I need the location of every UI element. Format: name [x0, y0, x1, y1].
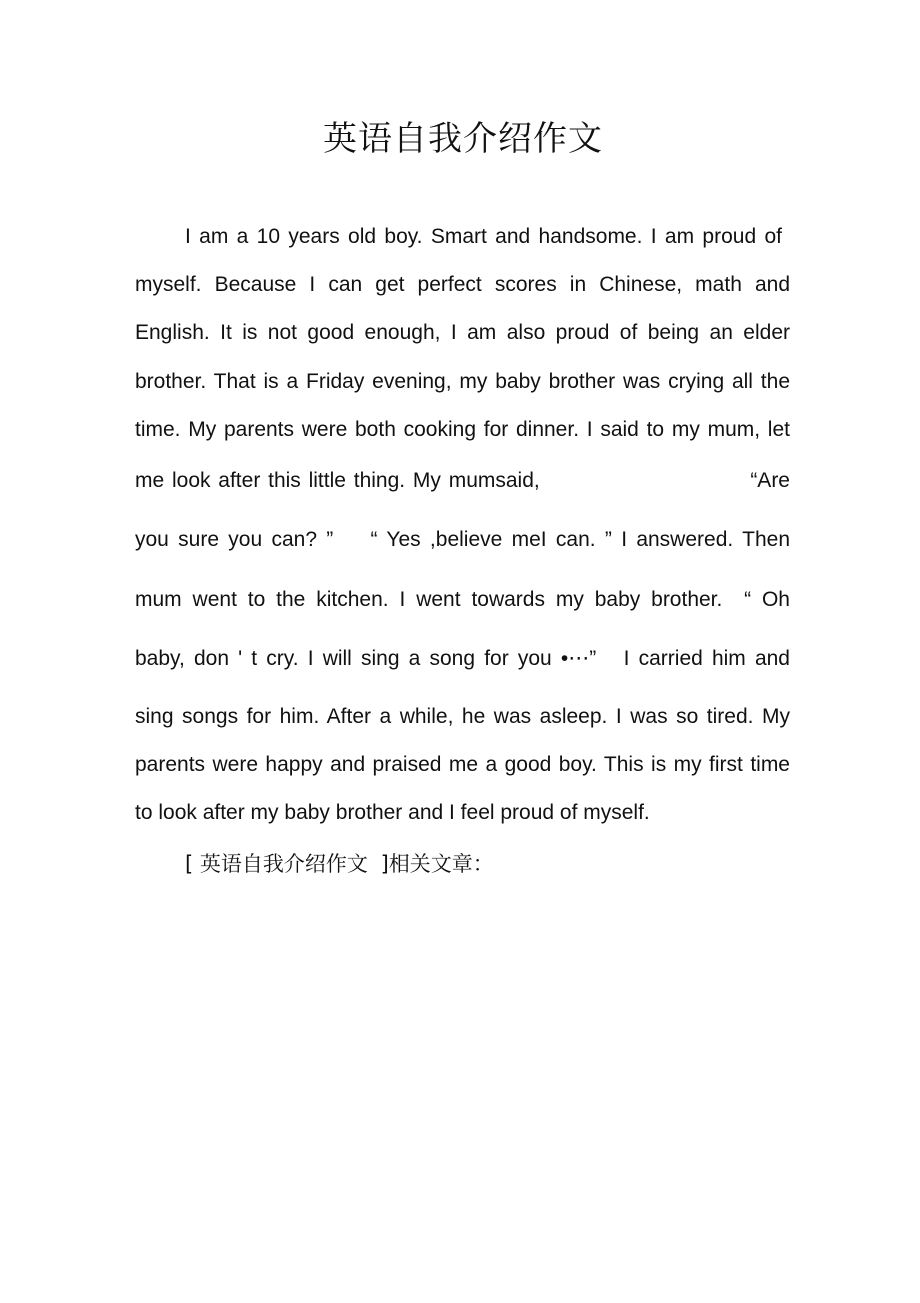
body-line-6: me look after this little thing. My mumsaid, “Are: [135, 469, 790, 492]
body-line-7: you sure you can? ” “ Yes ,believe meI can. ” I answered. Then: [135, 528, 790, 551]
body-line-10: sing songs for him. After a while, he was asleep. I was so tired. My: [135, 705, 790, 728]
body-line-4: brother. That is a Friday evening, my baby brother was crying all the: [135, 370, 790, 393]
body-line-11: parents were happy and praised me a good boy. This is my first time: [135, 753, 790, 776]
related-close-bracket: ]: [380, 852, 389, 876]
body-line-5: time. My parents were both cooking for dinner. I said to my mum, let: [135, 418, 790, 441]
related-articles-label: [185, 850, 494, 878]
body-line-8: mum went to the kitchen. I went towards my baby brother. “ Oh: [135, 588, 790, 611]
body-line-1: I am a 10 years old boy. Smart and handsome. I am proud of: [185, 225, 782, 248]
body-line-12: to look after my baby brother and I feel proud of myself.: [135, 801, 650, 824]
body-line-9: baby, don ' t cry. I will sing a song for you •⋯” I carried him and: [135, 647, 790, 670]
body-line-2: myself. Because I can get perfect scores in Chinese, math and: [135, 273, 790, 296]
related-suffix: 相关文章：: [388, 852, 494, 876]
related-open-bracket: [: [185, 852, 194, 876]
body-line-3: English. It is not good enough, I am also proud of being an elder: [135, 321, 790, 344]
related-article-link[interactable]: 英语自我介绍作文: [199, 852, 368, 876]
page-title: 英语自我介绍作文: [323, 119, 603, 159]
